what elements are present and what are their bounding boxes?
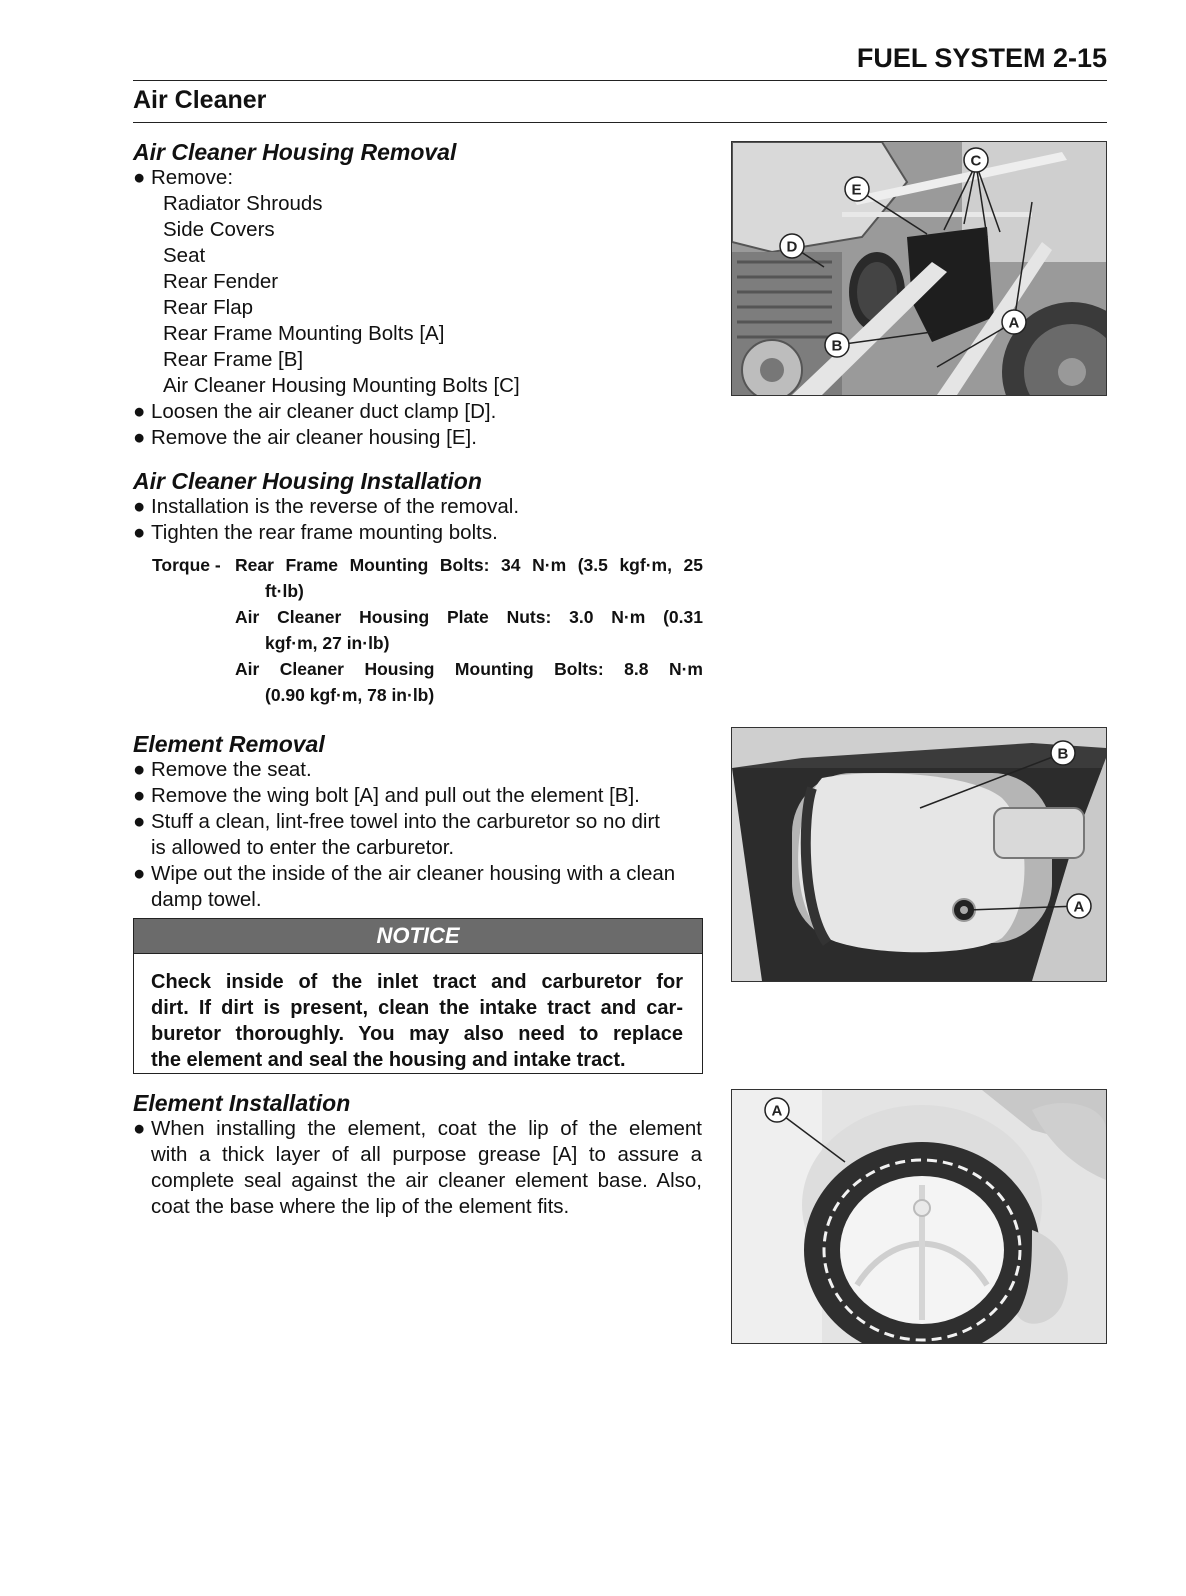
- torque-spec: Rear Frame Mounting Bolts: 34 N·m (3.5 kgf·m, 25: [235, 555, 703, 575]
- notice-line: buretor thoroughly. You may also need to replace: [151, 1023, 683, 1045]
- remove-item: Rear Frame [B]: [163, 348, 304, 371]
- callout-label: B: [831, 337, 843, 355]
- remove-item: Rear Flap: [163, 296, 254, 319]
- callout-label: C: [970, 152, 982, 170]
- torque-spec: Air Cleaner Housing Plate Nuts: 3.0 N·m (0.31: [235, 607, 703, 627]
- housing-installation-title: Air Cleaner Housing Installation: [133, 468, 482, 494]
- notice-box: [133, 918, 703, 1074]
- torque-spec-cont: ft·lb): [265, 581, 304, 601]
- housing-removal-title: Air Cleaner Housing Removal: [133, 139, 457, 165]
- bullet-step: ● Tighten the rear frame mounting bolts.: [133, 521, 498, 544]
- step-text: Installation is the reverse of the removal.: [151, 495, 520, 518]
- step-text: Tighten the rear frame mounting bolts.: [151, 521, 498, 544]
- remove-item: Radiator Shrouds: [163, 192, 323, 215]
- figure-element-removal-svg: [732, 728, 1106, 981]
- element-installation-title: Element Installation: [133, 1090, 351, 1116]
- step-text: Stuff a clean, lint-free towel into the carburetor so no dirt: [151, 810, 660, 833]
- step-text: Loosen the air cleaner duct clamp [D].: [151, 400, 497, 423]
- step-text-cont: coat the base where the lip of the element fits.: [151, 1195, 570, 1218]
- step-text-cont: with a thick layer of all purpose grease [A] to assure a: [151, 1143, 702, 1166]
- bullet-step: ● Stuff a clean, lint-free towel into the carburetor so no dirt: [133, 810, 660, 833]
- bullet-remove: ● Remove:: [133, 166, 234, 189]
- figure-housing-removal: [731, 141, 1107, 396]
- notice-line: Check inside of the inlet tract and carburetor for: [151, 971, 683, 993]
- callout-label: E: [851, 181, 862, 199]
- bullet-step: ● Wipe out the inside of the air cleaner housing with a clean: [133, 862, 676, 885]
- remove-item: Side Covers: [163, 218, 275, 241]
- remove-item: Rear Frame Mounting Bolts [A]: [163, 322, 445, 345]
- element-removal-title: Element Removal: [133, 731, 325, 757]
- torque-spec-cont: (0.90 kgf·m, 78 in·lb): [265, 685, 435, 705]
- remove-label: Remove:: [151, 166, 234, 189]
- bullet-step: ● Remove the wing bolt [A] and pull out the element [B].: [133, 784, 640, 807]
- step-text: Remove the seat.: [151, 758, 312, 781]
- torque-spec-cont: kgf·m, 27 in·lb): [265, 633, 390, 653]
- figure-housing-removal-svg: [732, 142, 1106, 395]
- callout-label: D: [786, 238, 798, 256]
- notice-line: the element and seal the housing and intake tract.: [151, 1049, 626, 1071]
- bullet-step: ● Remove the seat.: [133, 758, 312, 781]
- callout-label: B: [1057, 745, 1069, 763]
- bullet-step: ● Loosen the air cleaner duct clamp [D].: [133, 400, 497, 423]
- section-title: Air Cleaner: [133, 82, 1107, 123]
- callout-label: A: [771, 1102, 783, 1120]
- step-text-cont: is allowed to enter the carburetor.: [151, 836, 455, 859]
- page-header: [133, 42, 1107, 81]
- notice-title: NOTICE: [134, 919, 702, 954]
- bullet-step: ● Installation is the reverse of the removal.: [133, 495, 520, 518]
- step-text: When installing the element, coat the lip of the element: [151, 1117, 702, 1140]
- torque-spec: Air Cleaner Housing Mounting Bolts: 8.8 N·m: [235, 659, 703, 679]
- step-text: Remove the wing bolt [A] and pull out the element [B].: [151, 784, 640, 807]
- figure-element-installation-svg: [732, 1090, 1106, 1343]
- torque-label: Torque -: [152, 555, 221, 575]
- remove-item: Air Cleaner Housing Mounting Bolts [C]: [163, 374, 520, 397]
- step-text: Remove the air cleaner housing [E].: [151, 426, 477, 449]
- step-text-cont: damp towel.: [151, 888, 262, 911]
- callout-label: A: [1073, 898, 1085, 916]
- notice-line: dirt. If dirt is present, clean the intake tract and car-: [151, 997, 683, 1019]
- bullet-step: ● When installing the element, coat the lip of the element: [133, 1117, 702, 1140]
- bullet-step: ● Remove the air cleaner housing [E].: [133, 426, 477, 449]
- step-text: Wipe out the inside of the air cleaner housing with a clean: [151, 862, 676, 885]
- figure-element-installation: [731, 1089, 1107, 1344]
- step-text-cont: complete seal against the air cleaner element base. Also,: [151, 1169, 702, 1192]
- remove-item: Seat: [163, 244, 206, 267]
- remove-item: Rear Fender: [163, 270, 279, 293]
- callout-label: A: [1008, 314, 1020, 332]
- page-header-title: FUEL SYSTEM 2-15: [856, 43, 1107, 73]
- figure-element-removal: [731, 727, 1107, 982]
